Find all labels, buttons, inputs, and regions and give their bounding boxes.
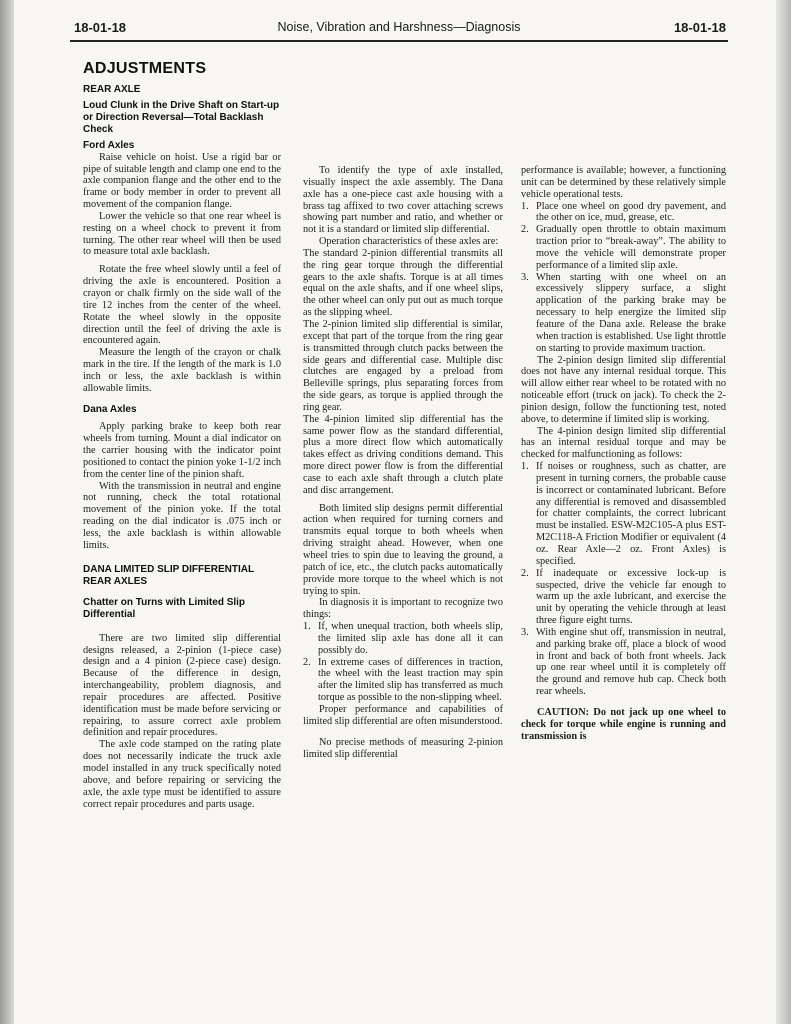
paragraph: Lower the vehicle so that one rear wheel is resting on a wheel chock to prevent it from turning. The other rear wheel will then be used to measure total axle backlash. (83, 210, 281, 258)
list-item (521, 461, 726, 568)
list-text: If inadequate or excessive lock-up is suspected, drive the vehicle far enough to warm up the axle lubricant, and exercise the unit by operating the vehicle through at least three figure eight turns. (536, 567, 726, 627)
list-text: If noises or roughness, such as chatter, are present in turning corners, the probable cause is incorrect or contaminated lubricant. Before any differential is removed and disassembled for chatter complaints, the correct lubricant must be installed. ESW-M2C105-A plus EST-M2C118-A Friction Modifier or equivalent (4 oz. Rear Axle—2 oz. Front Axles) is specified. (536, 461, 726, 567)
list-number: 3. (521, 626, 529, 638)
list-number: 1. (521, 200, 529, 212)
chapter-title: Noise, Vibration and Harshness—Diagnosis (277, 20, 521, 34)
column-3 (521, 165, 726, 743)
backlash-check-heading: Loud Clunk in the Drive Shaft on Start-up or Direction Reversal—Total Backlash Check (83, 99, 280, 135)
description-block: The 4-pinion limited slip differential has the same power flow as the standard differential, plus a more direct flow which automatically takes effect as driving conditions demand. This more direct power flow is from the differential case to each axle shaft through a clutch plate and disc arrangement. (303, 413, 503, 496)
dana-limited-slip-heading: DANA LIMITED SLIP DIFFERENTIAL REAR AXLES (83, 563, 254, 587)
rear-axle-heading: REAR AXLE (83, 84, 141, 95)
paragraph: Measure the length of the crayon or chalk mark in the tire. If the length of the mark is 1.0 inch or less, the axle backlash is within allowable limits. (83, 347, 281, 394)
chatter-heading: Chatter on Turns with Limited Slip Differential (83, 596, 246, 620)
list-item (521, 272, 726, 355)
list-number: 2. (303, 656, 311, 668)
list-item (521, 568, 726, 627)
page-header (70, 20, 728, 42)
ford-axles-heading: Ford Axles (83, 139, 135, 151)
page-number-left: 18-01-18 (74, 20, 127, 35)
list-number: 2. (521, 567, 529, 579)
section-title: ADJUSTMENTS (83, 60, 207, 77)
paragraph: The 2-pinion design limited slip differential does not have any internal residual torque. This will allow either rear wheel to be rotated with no noticeable effort (truck on jack). To check the 2-pinion design, follow the functioning test, noted above, to determine if limited slip is working. (521, 354, 726, 425)
list-item (521, 201, 726, 225)
list-number: 1. (521, 461, 529, 473)
column-1 (83, 84, 281, 810)
paragraph: performance is available; however, a functioning unit can be determined by these relatively simple vehicle operational tests. (521, 165, 726, 200)
list-text: Place one wheel on good dry pavement, and the other on ice, mud, grease, etc. (536, 200, 726, 224)
dana-axles-heading: Dana Axles (83, 403, 137, 415)
paragraph: In diagnosis it is important to recognize two things: (303, 597, 503, 621)
paragraph: Proper performance and capabilities of limited slip differential are often misunderstood. (303, 703, 503, 727)
description-block: The 2-pinion limited slip differential is similar, except that part of the torque from the ring gear is transmitted through clutch packs between the side gears and differential case. Multiple disc clutches are engaged by a preload from Belleville springs, plus separating forces from the side gears, as torque is applied through the ring gear. (303, 318, 503, 413)
list-number: 3. (521, 271, 529, 283)
paragraph: The axle code stamped on the rating plate does not necessarily indicate the truck axle model installed in any truck specifically noted above, and before repairing or servicing the axle, the axle type must be identified to assure correct repair procedures and parts usage. (83, 739, 281, 810)
list-text: When starting with one wheel on an excessively slippery surface, a slight application of the parking brake may be necessary to help energize the limited slip feature of the Dana axle. Release the brake when traction is established. Use light throttle on starting to provide maximum traction. (536, 271, 726, 354)
page-left-edge (0, 0, 14, 1024)
list-item (521, 224, 726, 271)
list-text: With engine shut off, transmission in neutral, and parking brake off, place a block of wood in front and back of both front wheels. Jack up one rear wheel until it is completely off the ground and remove hub cap. Check both rear wheels. (536, 626, 726, 698)
paragraph: The 4-pinion design limited slip differential has an internal residual torque and may be checked for malfunctioning as follows: (521, 425, 726, 461)
paragraph: To identify the type of axle installed, visually inspect the axle assembly. The Dana axle has a one-piece cast axle housing with a brass tag affixed to two cover attaching screws showing part number and ratio, and whether or not it is a standard or limited slip differential. (303, 165, 503, 236)
paragraph: Rotate the free wheel slowly until a feel of driving the axle is encountered. Position a crayon or chalk firmly on the side wall of the tire 12 inches from the center of the wheel. Rotate the wheel slowly in the opposite direction until the feel of driving the axle is encountered again. (83, 264, 281, 347)
list-text: If, when unequal traction, both wheels slip, the limited slip axle has done all it can possibly do. (318, 621, 503, 656)
paragraph: There are two limited slip differential designs released, a 2-pinion (1-piece case) design and a 4 pinion (2-piece case) design. Because of the difference in design, interchangeability, problem diagnosis, and repair procedures are affected. Positive identification must be made before servicing or repairing, to assure correct axle problem definition and repair procedures. (83, 632, 281, 739)
list-item (303, 657, 503, 704)
paragraph: With the transmission in neutral and engine not running, check the total rotational movement of the pinion yoke. If the total reading on the dial indicator is .075 inch or less, the axle backlash is within allowable limits. (83, 480, 281, 551)
paragraph: Apply parking brake to keep both rear wheels from turning. Mount a dial indicator on the carrier housing with the indicator point positioned to contact the pinion yoke 1-1/2 inch from the center line of the pinion shaft. (83, 421, 281, 480)
paragraph: Both limited slip designs permit differential action when required for turning corners and transmits equal torque to both wheels when driving straight ahead. However, when one wheel tries to spin due to leaving the ground, a patch of ice, etc., the clutch packs automatically provide more torque to the wheel which is not trying to spin. (303, 502, 503, 597)
column-2 (303, 165, 503, 760)
page-right-edge (776, 0, 791, 1024)
list-number: 2. (521, 224, 529, 236)
description-block: The standard 2-pinion differential transmits all the ring gear torque through the differential gears to the axle shafts. Torque is at all times equal on the axle shafts, and if one wheel slips, the other wheel can only put out as much torque as the slipping wheel. (303, 247, 503, 319)
list-number: 1. (303, 621, 311, 633)
paragraph: No precise methods of measuring 2-pinion limited slip differential (303, 736, 503, 760)
paragraph: Operation characteristics of these axles are: (319, 236, 499, 248)
list-item (303, 621, 503, 657)
caution-note: CAUTION: Do not jack up one wheel to check for torque while engine is running and transmission is (521, 706, 726, 742)
page-number-right: 18-01-18 (673, 20, 726, 35)
list-item (521, 627, 726, 698)
paragraph: Raise vehicle on hoist. Use a rigid bar or pipe of suitable length and clamp one end to the axle companion flange and the other end to the frame or body member in order to prevent all movement of the companion flange. (83, 151, 281, 211)
list-text: In extreme cases of differences in traction, the wheel with the least traction may spin after the limited slip has transferred as much torque as possible to the non-slipping wheel. (318, 656, 503, 704)
list-text: Gradually open throttle to obtain maximum traction prior to “break-away”. The ability to move the vehicle will demonstrate proper performance of a limited slip axle. (536, 224, 726, 271)
